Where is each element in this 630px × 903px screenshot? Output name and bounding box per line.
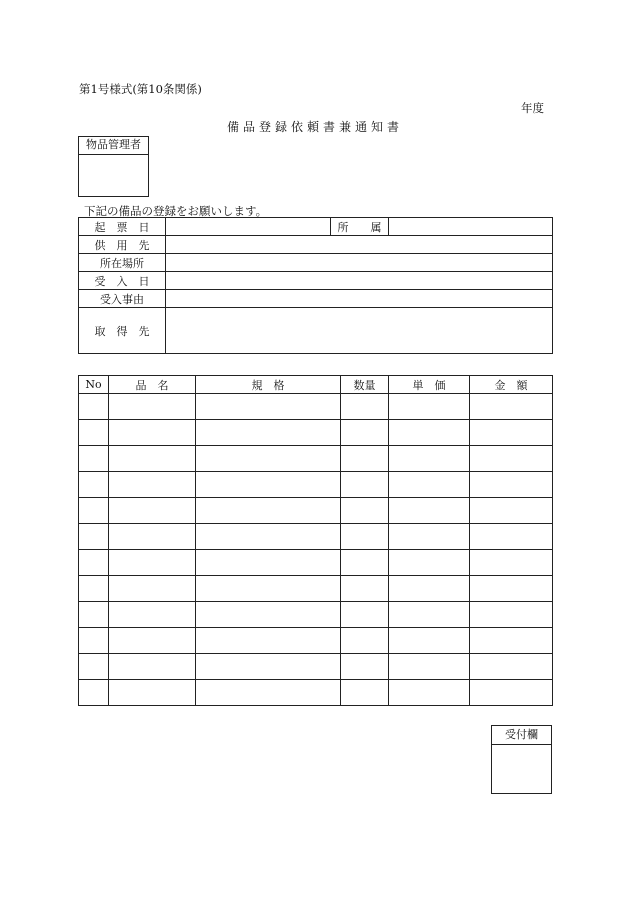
table-row	[79, 680, 553, 706]
issue-date-field[interactable]	[166, 218, 331, 236]
table-row	[79, 550, 553, 576]
receipt-box	[491, 725, 552, 794]
no-cell[interactable]	[79, 602, 109, 628]
amount-cell[interactable]	[470, 628, 553, 654]
department-label: 所 属	[331, 218, 389, 236]
quantity-cell[interactable]	[341, 680, 389, 706]
spec-cell[interactable]	[196, 628, 341, 654]
fiscal-year-label: 年度	[521, 101, 544, 115]
item-name-cell[interactable]	[109, 602, 196, 628]
no-cell[interactable]	[79, 394, 109, 420]
table-row	[79, 498, 553, 524]
manager-label: 物品管理者	[79, 137, 148, 155]
unit-price-cell[interactable]	[389, 680, 470, 706]
amount-cell[interactable]	[470, 602, 553, 628]
unit-price-cell[interactable]	[389, 498, 470, 524]
unit-price-cell[interactable]	[389, 524, 470, 550]
amount-cell[interactable]	[470, 654, 553, 680]
table-row	[79, 654, 553, 680]
issue-date-label: 起 票 日	[79, 218, 166, 236]
spec-cell[interactable]	[196, 576, 341, 602]
unit-price-cell[interactable]	[389, 394, 470, 420]
receipt-date-field[interactable]	[166, 272, 553, 290]
unit-price-cell[interactable]	[389, 420, 470, 446]
amount-cell[interactable]	[470, 576, 553, 602]
receipt-reason-field[interactable]	[166, 290, 553, 308]
quantity-cell[interactable]	[341, 472, 389, 498]
receipt-stamp-area[interactable]	[492, 745, 551, 794]
amount-cell[interactable]	[470, 550, 553, 576]
info-table	[78, 217, 553, 354]
receipt-label: 受付欄	[492, 726, 551, 745]
spec-cell[interactable]	[196, 524, 341, 550]
unit-price-cell[interactable]	[389, 628, 470, 654]
items-table	[78, 375, 553, 706]
manager-box	[78, 136, 149, 197]
table-row	[79, 524, 553, 550]
amount-cell[interactable]	[470, 394, 553, 420]
spec-cell[interactable]	[196, 394, 341, 420]
user-field[interactable]	[166, 236, 553, 254]
acquired-from-label: 取 得 先	[79, 308, 166, 354]
table-row	[79, 576, 553, 602]
header-spec: 規 格	[196, 376, 341, 394]
table-row	[79, 446, 553, 472]
amount-cell[interactable]	[470, 524, 553, 550]
item-name-cell[interactable]	[109, 498, 196, 524]
department-field[interactable]	[389, 218, 553, 236]
spec-cell[interactable]	[196, 498, 341, 524]
quantity-cell[interactable]	[341, 498, 389, 524]
item-name-cell[interactable]	[109, 680, 196, 706]
spec-cell[interactable]	[196, 472, 341, 498]
table-row	[79, 628, 553, 654]
no-cell[interactable]	[79, 680, 109, 706]
spec-cell[interactable]	[196, 420, 341, 446]
receipt-reason-label: 受入事由	[79, 290, 166, 308]
quantity-cell[interactable]	[341, 524, 389, 550]
item-name-cell[interactable]	[109, 550, 196, 576]
quantity-cell[interactable]	[341, 654, 389, 680]
header-item-name: 品 名	[109, 376, 196, 394]
items-header-row	[79, 376, 553, 394]
header-amount: 金 額	[470, 376, 553, 394]
quantity-cell[interactable]	[341, 446, 389, 472]
item-name-cell[interactable]	[109, 394, 196, 420]
quantity-cell[interactable]	[341, 550, 389, 576]
amount-cell[interactable]	[470, 498, 553, 524]
item-name-cell[interactable]	[109, 446, 196, 472]
unit-price-cell[interactable]	[389, 654, 470, 680]
table-row	[79, 394, 553, 420]
form-number: 第1号様式(第10条関係)	[79, 82, 202, 96]
quantity-cell[interactable]	[341, 394, 389, 420]
unit-price-cell[interactable]	[389, 602, 470, 628]
item-name-cell[interactable]	[109, 472, 196, 498]
intro-text: 下記の備品の登録をお願いします。	[84, 204, 268, 218]
acquired-from-field[interactable]	[166, 308, 553, 354]
no-cell[interactable]	[79, 628, 109, 654]
location-label: 所在場所	[79, 254, 166, 272]
quantity-cell[interactable]	[341, 628, 389, 654]
quantity-cell[interactable]	[341, 576, 389, 602]
table-row	[79, 472, 553, 498]
no-cell[interactable]	[79, 524, 109, 550]
no-cell[interactable]	[79, 654, 109, 680]
no-cell[interactable]	[79, 550, 109, 576]
manager-stamp-area[interactable]	[79, 155, 148, 198]
no-cell[interactable]	[79, 420, 109, 446]
table-row	[79, 420, 553, 446]
page-title: 備品登録依頼書兼通知書	[226, 120, 403, 134]
item-name-cell[interactable]	[109, 628, 196, 654]
item-name-cell[interactable]	[109, 524, 196, 550]
spec-cell[interactable]	[196, 550, 341, 576]
no-cell[interactable]	[79, 446, 109, 472]
spec-cell[interactable]	[196, 602, 341, 628]
unit-price-cell[interactable]	[389, 576, 470, 602]
amount-cell[interactable]	[470, 472, 553, 498]
receipt-date-label: 受 入 日	[79, 272, 166, 290]
user-label: 供 用 先	[79, 236, 166, 254]
item-name-cell[interactable]	[109, 576, 196, 602]
amount-cell[interactable]	[470, 680, 553, 706]
item-name-cell[interactable]	[109, 654, 196, 680]
unit-price-cell[interactable]	[389, 550, 470, 576]
quantity-cell[interactable]	[341, 602, 389, 628]
unit-price-cell[interactable]	[389, 446, 470, 472]
header-quantity: 数量	[341, 376, 389, 394]
location-field[interactable]	[166, 254, 553, 272]
no-cell[interactable]	[79, 576, 109, 602]
header-unit-price: 単 価	[389, 376, 470, 394]
amount-cell[interactable]	[470, 446, 553, 472]
spec-cell[interactable]	[196, 654, 341, 680]
spec-cell[interactable]	[196, 680, 341, 706]
item-name-cell[interactable]	[109, 420, 196, 446]
header-no: No	[79, 376, 109, 394]
table-row	[79, 602, 553, 628]
quantity-cell[interactable]	[341, 420, 389, 446]
unit-price-cell[interactable]	[389, 472, 470, 498]
amount-cell[interactable]	[470, 420, 553, 446]
no-cell[interactable]	[79, 498, 109, 524]
spec-cell[interactable]	[196, 446, 341, 472]
no-cell[interactable]	[79, 472, 109, 498]
